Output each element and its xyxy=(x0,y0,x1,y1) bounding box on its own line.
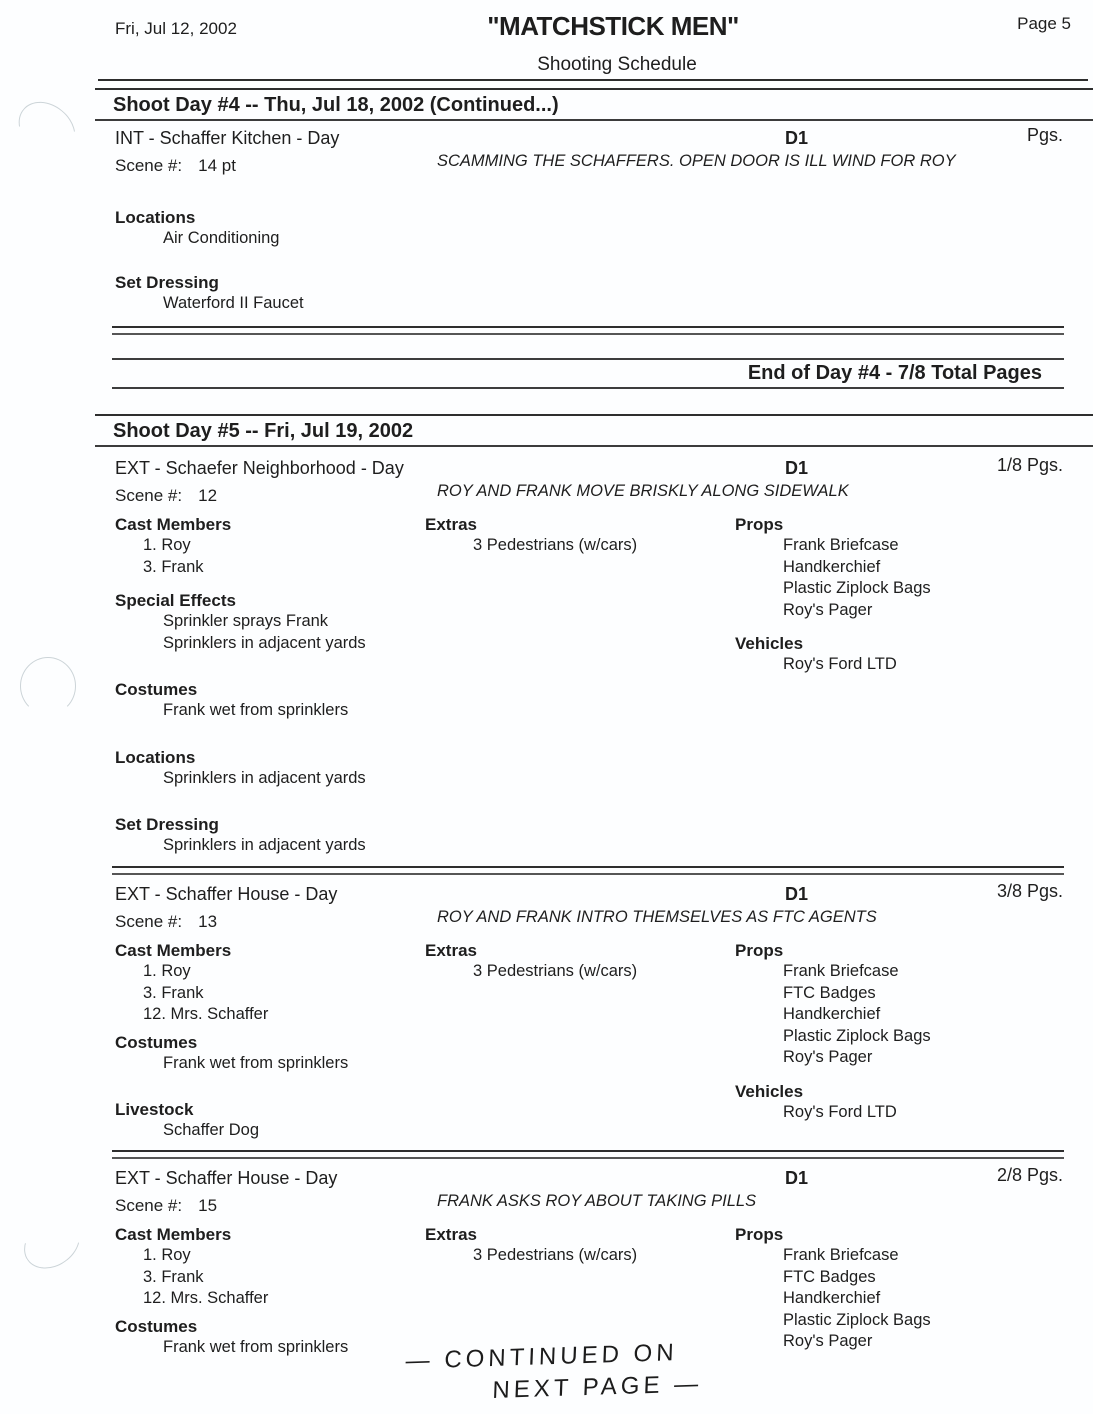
group-title: Costumes xyxy=(115,680,198,699)
subtitle-rule xyxy=(98,79,1088,81)
scene-number-label: Scene #: xyxy=(115,486,183,505)
vehicles-group xyxy=(735,1081,1063,1124)
handwritten-note xyxy=(404,1336,704,1409)
scene-columns xyxy=(115,1224,1063,1358)
group-title: Cast Members xyxy=(115,1225,232,1244)
scene-left-column xyxy=(115,940,425,1142)
scene-middle-column xyxy=(425,940,735,983)
group-items xyxy=(115,835,425,857)
scene-left-column xyxy=(115,1224,425,1358)
punch-hole-mark xyxy=(8,91,86,168)
vehicles-group xyxy=(735,633,1063,676)
scene-separator-rule xyxy=(112,1150,1064,1159)
group-items xyxy=(115,1245,425,1310)
props-group xyxy=(735,940,1063,1069)
costumes-group xyxy=(115,1032,425,1075)
group-items xyxy=(735,654,1063,676)
props-group xyxy=(735,1224,1063,1353)
scene-columns xyxy=(115,514,1063,857)
group-item: Roy's Pager xyxy=(783,600,873,619)
group-item: Frank wet from sprinklers xyxy=(163,1337,349,1356)
locations-group xyxy=(115,747,425,790)
scene-number: 15 xyxy=(198,1196,218,1215)
group-item: Plastic Ziplock Bags xyxy=(783,1026,931,1045)
scene-day-code: D1 xyxy=(785,128,809,148)
group-title: Locations xyxy=(115,208,196,227)
group-title: Costumes xyxy=(115,1032,198,1052)
scene-page-count: 1/8 Pgs. xyxy=(996,455,1063,475)
scene-right-column xyxy=(735,1224,1063,1353)
group-item: 3 Pedestrians (w/cars) xyxy=(473,536,638,554)
scene-page-count: 2/8 Pgs. xyxy=(996,1165,1063,1185)
costumes-group xyxy=(115,679,425,722)
group-items xyxy=(115,293,1063,315)
group-items xyxy=(735,961,1063,1069)
scene-middle-column xyxy=(425,1224,735,1267)
group-items xyxy=(115,1120,425,1142)
scene-number-label: Scene #: xyxy=(115,156,183,175)
group-item: Handkerchief xyxy=(783,557,881,576)
group-item: Sprinklers in adjacent yards xyxy=(163,836,366,854)
scene-description: ROY AND FRANK MOVE BRISKLY ALONG SIDEWALK xyxy=(437,482,849,500)
document-date: Fri, Jul 12, 2002 xyxy=(115,19,237,38)
group-items xyxy=(115,700,425,722)
end-of-day-banner: End of Day #4 - 7/8 Total Pages xyxy=(112,358,1064,389)
handwritten-note-line1: — CONTINUED ON xyxy=(405,1339,679,1375)
scene-card-15 xyxy=(115,1164,1063,1358)
set-dressing-group xyxy=(115,814,425,857)
set-dressing-group xyxy=(115,272,1063,315)
group-title: Livestock xyxy=(115,1100,194,1119)
scene-sub-row xyxy=(115,482,1063,512)
scene-slug: EXT - Schaffer House - Day xyxy=(115,884,338,904)
scene-card-14pt xyxy=(115,124,1063,314)
scene-description: FRANK ASKS ROY ABOUT TAKING PILLS xyxy=(437,1192,757,1210)
scene-day-code: D1 xyxy=(785,1168,809,1188)
scene-slug: EXT - Schaefer Neighborhood - Day xyxy=(115,458,404,478)
cast-member: 3. Frank xyxy=(143,1267,204,1286)
cast-members-group xyxy=(115,514,425,578)
scene-number: 14 pt xyxy=(198,156,236,175)
scene-separator-rule xyxy=(112,866,1064,875)
day4-header: Shoot Day #4 -- Thu, Jul 18, 2002 (Continued...) xyxy=(95,88,1093,121)
scene-right-column xyxy=(735,514,1063,676)
cast-member: 3. Frank xyxy=(143,557,204,576)
group-item: Frank Briefcase xyxy=(783,1246,899,1264)
group-items xyxy=(115,611,425,654)
group-item: 3 Pedestrians (w/cars) xyxy=(473,962,638,980)
scene-middle-column xyxy=(425,514,735,557)
group-items xyxy=(115,961,425,1026)
group-item: Sprinklers in adjacent yards xyxy=(163,768,366,787)
group-title: Special Effects xyxy=(115,591,236,610)
cast-members-group xyxy=(115,1224,425,1310)
group-item: Handkerchief xyxy=(783,1289,881,1307)
scene-number: 13 xyxy=(198,912,218,931)
scene-card-13 xyxy=(115,880,1063,1142)
scene-page-count: Pgs. xyxy=(1026,125,1063,145)
group-items xyxy=(425,1245,735,1267)
extras-group xyxy=(425,940,735,983)
cast-member: 3. Frank xyxy=(143,983,204,1002)
group-items xyxy=(735,535,1063,621)
locations-group xyxy=(115,207,1063,250)
extras-group xyxy=(425,514,735,557)
group-items xyxy=(115,1337,425,1359)
punch-hole-mark xyxy=(14,1207,90,1279)
scene-left-column xyxy=(115,207,1063,314)
scene-number: 12 xyxy=(198,486,218,505)
group-item: Sprinkler sprays Frank xyxy=(163,612,329,630)
scene-card-12 xyxy=(115,454,1063,857)
group-title: Vehicles xyxy=(735,1081,804,1101)
scene-day-code: D1 xyxy=(785,884,809,904)
group-item: FTC Badges xyxy=(783,983,876,1002)
group-items xyxy=(735,1245,1063,1353)
livestock-group xyxy=(115,1099,425,1142)
scene-number-label: Scene #: xyxy=(115,912,183,931)
group-item: Frank wet from sprinklers xyxy=(163,1053,349,1072)
group-items xyxy=(425,535,735,557)
scene-left-column xyxy=(115,514,425,857)
cast-member: 12. Mrs. Schaffer xyxy=(143,1005,269,1023)
scene-number-label: Scene #: xyxy=(115,1196,183,1215)
group-title: Cast Members xyxy=(115,941,232,960)
scene-description: ROY AND FRANK INTRO THEMSELVES AS FTC AGENTS xyxy=(437,908,877,926)
group-title: Set Dressing xyxy=(115,815,219,834)
cast-member: 1. Roy xyxy=(143,962,191,980)
costumes-group xyxy=(115,1316,425,1359)
group-title: Extras xyxy=(425,1225,477,1244)
group-item: Frank Briefcase xyxy=(783,536,899,554)
group-title: Props xyxy=(735,941,784,960)
group-item: Frank wet from sprinklers xyxy=(163,701,349,719)
group-item: Schaffer Dog xyxy=(163,1121,260,1139)
handwritten-note-line2: NEXT PAGE — xyxy=(491,1370,703,1404)
day5-header: Shoot Day #5 -- Fri, Jul 19, 2002 xyxy=(95,414,1093,447)
group-title: Extras xyxy=(425,515,477,534)
special-effects-group xyxy=(115,590,425,654)
group-title: Set Dressing xyxy=(115,272,219,292)
scene-right-column xyxy=(735,940,1063,1123)
cast-member: 1. Roy xyxy=(143,536,191,554)
scene-description: SCAMMING THE SCHAFFERS. OPEN DOOR IS ILL WIND FOR ROY xyxy=(437,152,956,170)
group-item: Roy's Ford LTD xyxy=(783,1102,897,1121)
scene-sub-row xyxy=(115,908,1063,938)
extras-group xyxy=(425,1224,735,1267)
scene-page-count: 3/8 Pgs. xyxy=(996,881,1063,901)
scene-day-code: D1 xyxy=(785,458,809,478)
group-item: FTC Badges xyxy=(783,1267,876,1286)
scene-slug: INT - Schaffer Kitchen - Day xyxy=(115,128,340,148)
scene-separator-rule xyxy=(112,326,1064,335)
group-items xyxy=(735,1102,1063,1124)
cast-members-group xyxy=(115,940,425,1026)
group-title: Vehicles xyxy=(735,634,804,653)
cast-member: 12. Mrs. Schaffer xyxy=(143,1289,269,1307)
scene-sub-row xyxy=(115,1192,1063,1222)
scene-slug: EXT - Schaffer House - Day xyxy=(115,1168,338,1188)
page-title: "MATCHSTICK MEN" xyxy=(487,11,739,41)
page-number: Page 5 xyxy=(1017,14,1071,33)
group-item: Frank Briefcase xyxy=(783,962,899,980)
group-item: Waterford II Faucet xyxy=(163,293,304,312)
group-items xyxy=(425,961,735,983)
group-items xyxy=(115,535,425,578)
punch-hole-mark xyxy=(20,657,76,715)
group-item: Roy's Pager xyxy=(783,1048,873,1066)
group-title: Costumes xyxy=(115,1316,198,1336)
group-item: Plastic Ziplock Bags xyxy=(783,579,931,597)
group-title: Extras xyxy=(425,941,477,960)
group-items xyxy=(115,1053,425,1075)
scene-columns xyxy=(115,940,1063,1142)
group-item: Roy's Pager xyxy=(783,1332,873,1350)
group-title: Props xyxy=(735,1225,784,1244)
group-title: Props xyxy=(735,515,784,534)
group-title: Cast Members xyxy=(115,515,232,534)
schedule-subtitle: Shooting Schedule xyxy=(537,54,697,75)
group-item: Handkerchief xyxy=(783,1005,881,1023)
scene-sub-row xyxy=(115,152,1063,182)
group-item: Air Conditioning xyxy=(163,229,280,247)
group-items xyxy=(115,768,425,790)
props-group xyxy=(735,514,1063,621)
group-item: 3 Pedestrians (w/cars) xyxy=(473,1246,638,1264)
group-title: Locations xyxy=(115,747,196,767)
cast-member: 1. Roy xyxy=(143,1246,191,1264)
group-item: Plastic Ziplock Bags xyxy=(783,1310,931,1329)
group-item: Roy's Ford LTD xyxy=(783,655,897,673)
group-items xyxy=(115,228,1063,250)
group-item: Sprinklers in adjacent yards xyxy=(163,633,366,652)
